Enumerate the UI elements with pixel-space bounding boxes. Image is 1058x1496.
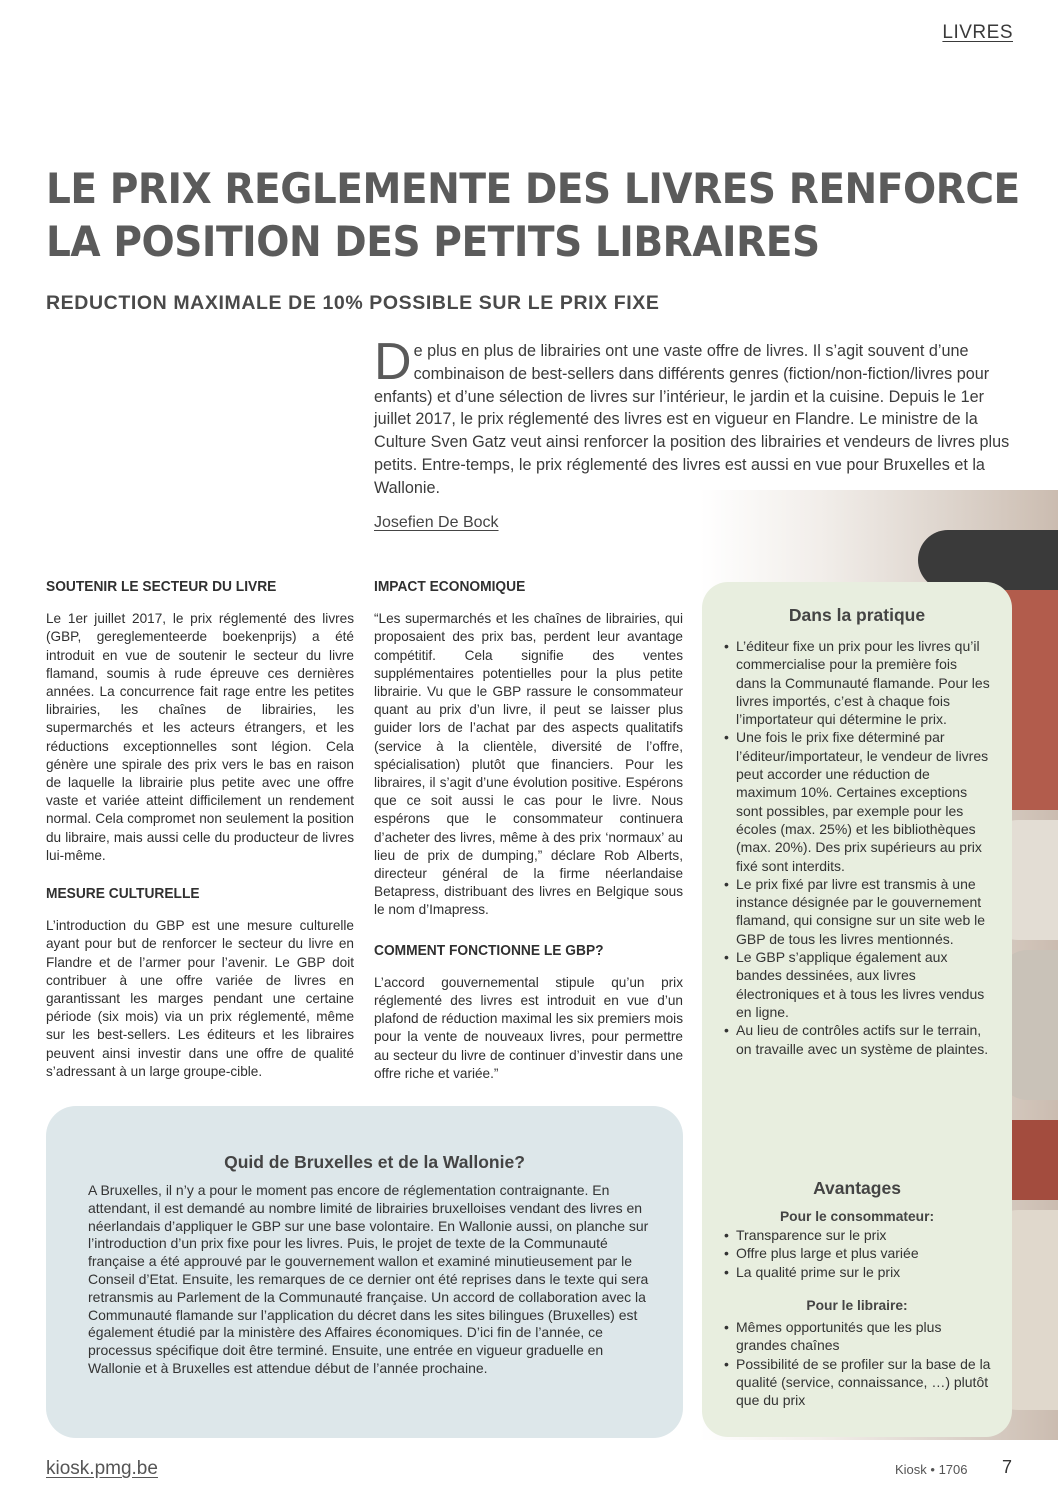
article-title: [46, 162, 1020, 268]
list-item: • Le prix fixé par livre est transmis à une instance désignée par le gouvernement flamand, qui consigne sur un site web le GBP de tous les livres mentionnés.: [724, 875, 990, 948]
footer-issue: Kiosk • 1706: [895, 1462, 968, 1477]
list-item: • Le GBP s’applique également aux bandes dessinées, aux livres électroniques et à tous les livres vendus en ligne.: [724, 948, 990, 1021]
heading-soutenir: SOUTENIR LE SECTEUR DU LIVRE: [46, 579, 277, 595]
title-line-2: LA POSITION DES PETITS LIBRAIRES: [46, 217, 820, 266]
list-item: • Mêmes opportunités que les plus grandes chaînes: [724, 1318, 994, 1355]
pratique-title: Dans la pratique: [788, 605, 926, 625]
heading-impact: IMPACT ECONOMIQUE: [374, 579, 526, 595]
quid-title: Quid de Bruxelles et de la Wallonie?: [224, 1152, 525, 1172]
list-item: • L’éditeur fixe un prix pour les livres qu’il commercialise pour la première fois dans la Communauté flamande. Pour les livres importés, c’est à chaque fois l’importateur qui détermine le prix.: [724, 637, 990, 728]
heading-comment: COMMENT FONCTIONNE LE GBP?: [374, 942, 604, 959]
drop-cap: D: [374, 333, 412, 391]
page-number: 7: [1002, 1457, 1013, 1477]
paragraph-comment: L’accord gouvernemental stipule qu’un prix réglementé des livres est introduit en vue d’un plafond de réduction maximal les six premiers mois pour la vente de nouveaux livres, pour permettre au secteur du livre de continuer d’investir dans une offre riche et variée.”: [374, 974, 683, 1081]
consommateur-title: Pour le consommateur:: [779, 1209, 935, 1224]
author-byline: Josefien De Bock: [374, 514, 499, 531]
intro-paragraph: [374, 333, 1010, 500]
heading-mesure: MESURE CULTURELLE: [46, 886, 200, 903]
footer-url-link[interactable]: kiosk.pmg.be: [46, 1458, 158, 1479]
quid-text: A Bruxelles, il n’y a pour le moment pas encore de réglementation contraignante. En attendant, il est demandé au nombre limité de librairies bruxelloises vendant des livres en néerlandais d’appliquer le GBP sur une base volontaire. En Wallonie aussi, on planche sur l’introduction d’un prix fixe pour les livres. Puis, le projet de texte de la Communauté française a été approuvé par le gouvernement wallon et examiné minutieusement par le Conseil d’Etat. Ensuite, les remarques de ce dernier ont été reprises dans le texte qui sera retransmis au Parlement de la Communauté française. Un accord de collaboration avec la Communauté flamande sur l’application du décret dans les sites bilingues (Bruxelles) est également étudié par la ministère des Affaires économiques. D’ici fin de l’année, ce processus spécifique doit être terminé. Ensuite, une entrée en vigueur graduelle en Wallonie et à Bruxelles est attendue début de l’année prochaine.: [88, 1182, 649, 1376]
avantages-title: Avantages: [813, 1178, 901, 1198]
libraire-list: [724, 1318, 994, 1409]
paragraph-mesure: L’introduction du GBP est une mesure culturelle ayant pour but de renforcer le secteur du livre en Flandre et de l’armer pour l’avenir. Le GBP doit contribuer à une offre variée de livres en garantissant les marges pendant une certaine période (six mois) via un prix réglementé, même sur les best-sellers. Les éditeurs et les libraires peuvent ainsi investir dans une offre de qualité s’adressant à un large groupe-cible.: [46, 918, 354, 1079]
libraire-title: Pour le libraire:: [806, 1298, 908, 1313]
list-item: • La qualité prime sur le prix: [724, 1263, 994, 1281]
list-item: • Possibilité de se profiler sur la base de la qualité (service, connaissance, …) plutôt que du prix: [724, 1355, 994, 1410]
paragraph-impact: “Les supermarchés et les chaînes de librairies, qui proposaient des prix bas, perdent leur avantage compétitif. Cela signifie des ventes supplémentaires potentielles pour la plus petite librairie. Vu que le GBP rassure le consommateur quant au prix d’un livre, il peut se laisser plus guider lors de l’achat par des aspects qualitatifs (service à la clientèle, diversité de l’offre, spécialisation) plutôt que financiers. Pour les libraires, il s’agit d’une évolution positive. Espérons que ce soit aussi le cas pour le livre. Nous espérons que le consommateur continuera d’acheter des livres, même à des prix ‘normaux’ au lieu de prix de dumping,” déclare Rob Alberts, directeur général de la firme néerlandaise Betapress, distribuant des livres en Belgique sous le nom d’Imapress.: [374, 611, 683, 918]
article-subtitle: REDUCTION MAXIMALE DE 10% POSSIBLE SUR LE PRIX FIXE: [46, 292, 660, 314]
consommateur-list: [724, 1226, 994, 1281]
pratique-list: [724, 637, 990, 1058]
section-tag: LIVRES: [942, 22, 1013, 43]
title-line-1: LE PRIX REGLEMENTE DES LIVRES RENFORCE: [46, 164, 1020, 213]
list-item: • Une fois le prix fixe déterminé par l’éditeur/importateur, le vendeur de livres peut accorder une réduction de maximum 10%. Certaines exceptions sont possibles, par exemple pour les écoles (max. 25%) et les bibliothèques (max. 20%). Des prix supérieurs au prix fixé sont interdits.: [724, 728, 990, 874]
intro-text: e plus en plus de librairies ont une vaste offre de livres. Il s’agit souvent d’une combinaison de best-sellers dans différents genres (fiction/non-fiction/livres pour enfants) et d’une sélection de livres sur l’intérieur, le jardin et la cuisine. Depuis le 1er juillet 2017, le prix réglementé des livres est en vigueur en Flandre. Le ministre de la Culture Sven Gatz veut ainsi renforcer la position des librairies et vendeurs de livres plus petits. Entre-temps, le prix réglementé des livres est aussi en vue pour Bruxelles et la Wallonie.: [374, 342, 1010, 497]
list-item: • Transparence sur le prix: [724, 1226, 994, 1244]
column-left: [46, 578, 354, 1093]
list-item: • Offre plus large et plus variée: [724, 1244, 994, 1262]
list-item: • Au lieu de contrôles actifs sur le terrain, on travaille avec un système de plaintes.: [724, 1021, 990, 1058]
paragraph-soutenir: Le 1er juillet 2017, le prix réglementé des livres (GBP, gereglementeerde boekenprijs) a été introduit en vue de soutenir le secteur du livre flamand, soumis à rude épreuve ces dernières années. La concurrence fait rage entre les petites librairies, les chaînes de librairies, les supermarchés et les acteurs étrangers, et les réductions exceptionnelles sont légion. Cela génère une spirale des prix vers le bas en raison de laquelle la librairie plus petite avec une offre vaste et variée atteint difficilement un rendement normal. Cela compromet non seulement la position du libraire, mais aussi celle du producteur de livres lui-même.: [46, 611, 354, 863]
column-middle: [374, 578, 683, 1095]
